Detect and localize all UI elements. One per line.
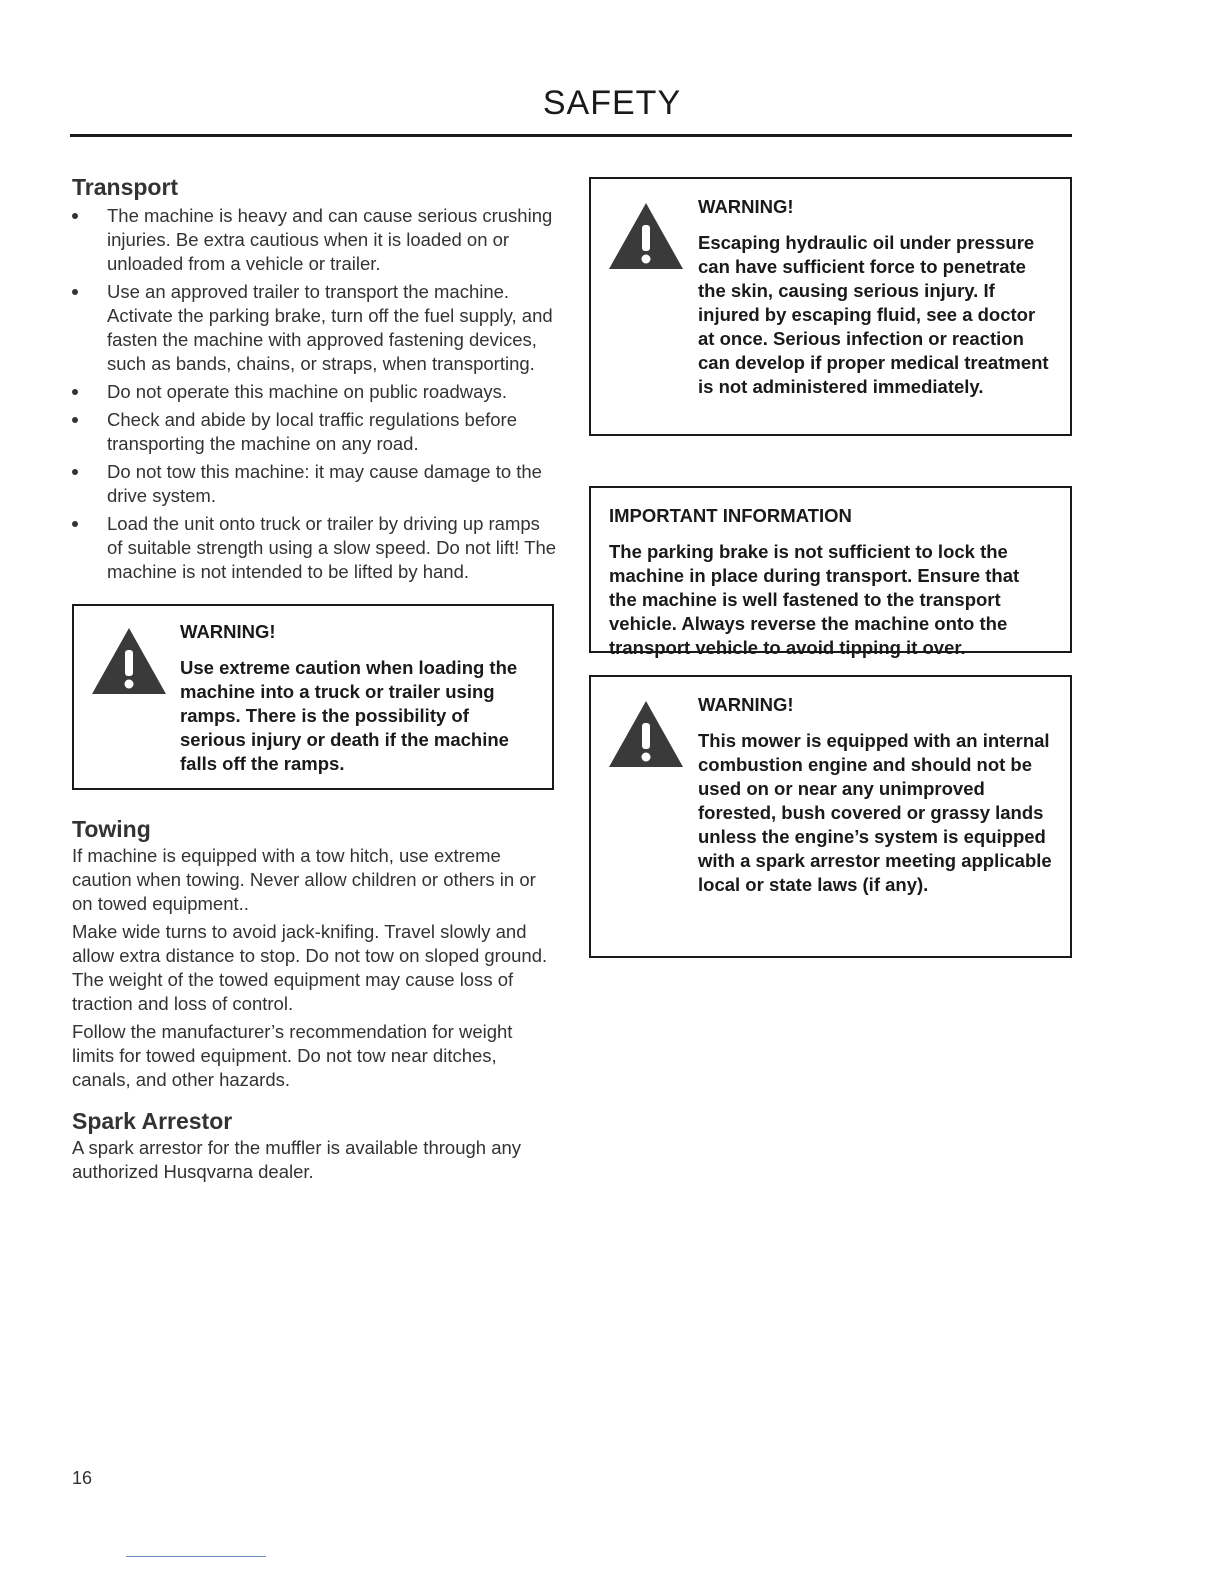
spark-arrestor-heading: Spark Arrestor — [72, 1108, 233, 1134]
towing-paragraph: Follow the manufacturer’s recommendation for weight limits for towed equipment. Do not tow near ditches, canals, and other hazards. — [72, 1021, 513, 1090]
left-column — [72, 172, 558, 1188]
warning-label: WARNING! — [698, 196, 794, 217]
bullet-icon — [72, 389, 78, 395]
list-item — [72, 380, 558, 404]
bullet-text: Do not operate this machine on public roadways. — [107, 381, 508, 402]
warning-text: Escaping hydraulic oil under pressure can have sufficient force to penetrate the skin, causing serious injury. If injured by escaping fluid, see a doctor at once. Serious infection or reaction can develop if proper medical treatment is not administered immediately. — [698, 232, 1049, 397]
warning-triangle-icon — [90, 626, 168, 696]
bullet-text: Use an approved trailer to transport the machine. Activate the parking brake, turn off the fuel supply, and fasten the machine with approved fastening devices, such as bands, chains, or straps, when transporting. — [107, 281, 553, 374]
page-title: SAFETY — [542, 84, 682, 122]
bullet-text: Check and abide by local traffic regulations before transporting the machine on any road. — [107, 409, 517, 454]
transport-list — [72, 204, 558, 584]
title-divider — [70, 134, 1072, 137]
bullet-text: The machine is heavy and can cause serious crushing injuries. Be extra cautious when it is loaded on or unloaded from a vehicle or trailer. — [107, 205, 553, 274]
bullet-text: Load the unit onto truck or trailer by driving up ramps of suitable strength using a slow speed. Do not lift! The machine is not intended to be lifted by hand. — [107, 513, 557, 582]
bullet-text: Do not tow this machine: it may cause damage to the drive system. — [107, 461, 542, 506]
page-number: 16 — [72, 1468, 93, 1488]
right-column — [589, 177, 1072, 958]
warning-box-engine — [589, 675, 1072, 958]
bullet-icon — [72, 213, 78, 219]
towing-heading: Towing — [72, 816, 151, 842]
bullet-icon — [72, 521, 78, 527]
list-item — [72, 408, 558, 456]
warning-triangle-icon — [607, 699, 685, 769]
warning-triangle-icon — [607, 201, 685, 271]
list-item — [72, 204, 558, 276]
list-item — [72, 460, 558, 508]
towing-paragraph: Make wide turns to avoid jack-knifing. Travel slowly and allow extra distance to stop. Do not tow on sloped ground. The weight of the towed equipment may cause loss of traction and loss of control. — [72, 921, 548, 1014]
warning-label: WARNING! — [698, 694, 794, 715]
important-information-box — [589, 486, 1072, 658]
warning-label: WARNING! — [180, 621, 276, 642]
towing-paragraph: If machine is equipped with a tow hitch, use extreme caution when towing. Never allow children or others in or on towed equipment.. — [72, 845, 536, 914]
important-text: The parking brake is not sufficient to lock the machine in place during transport. Ensure that the machine is well fastened to the transport vehicle. Always reverse the machine onto the transport vehicle to avoid tipping it over. — [609, 541, 1020, 658]
footer-line — [126, 1556, 266, 1557]
bullet-icon — [72, 417, 78, 423]
important-label: IMPORTANT INFORMATION — [609, 505, 852, 526]
spark-arrestor-text: A spark arrestor for the muffler is available through any authorized Husqvarna dealer. — [72, 1137, 522, 1182]
bullet-icon — [72, 469, 78, 475]
bullet-icon — [72, 289, 78, 295]
warning-box-hydraulic — [589, 177, 1072, 436]
warning-box-ramps — [72, 604, 554, 790]
transport-heading: Transport — [72, 174, 179, 200]
warning-text: Use extreme caution when loading the machine into a truck or trailer using ramps. There is the possibility of serious injury or death if the machine falls off the ramps. — [180, 657, 518, 774]
list-item — [72, 280, 558, 376]
list-item — [72, 512, 558, 584]
warning-text: This mower is equipped with an internal combustion engine and should not be used on or near any unimproved forested, bush covered or grassy lands unless the engine’s system is equipped with a spark arrestor meeting applicable local or state laws (if any). — [698, 730, 1052, 895]
